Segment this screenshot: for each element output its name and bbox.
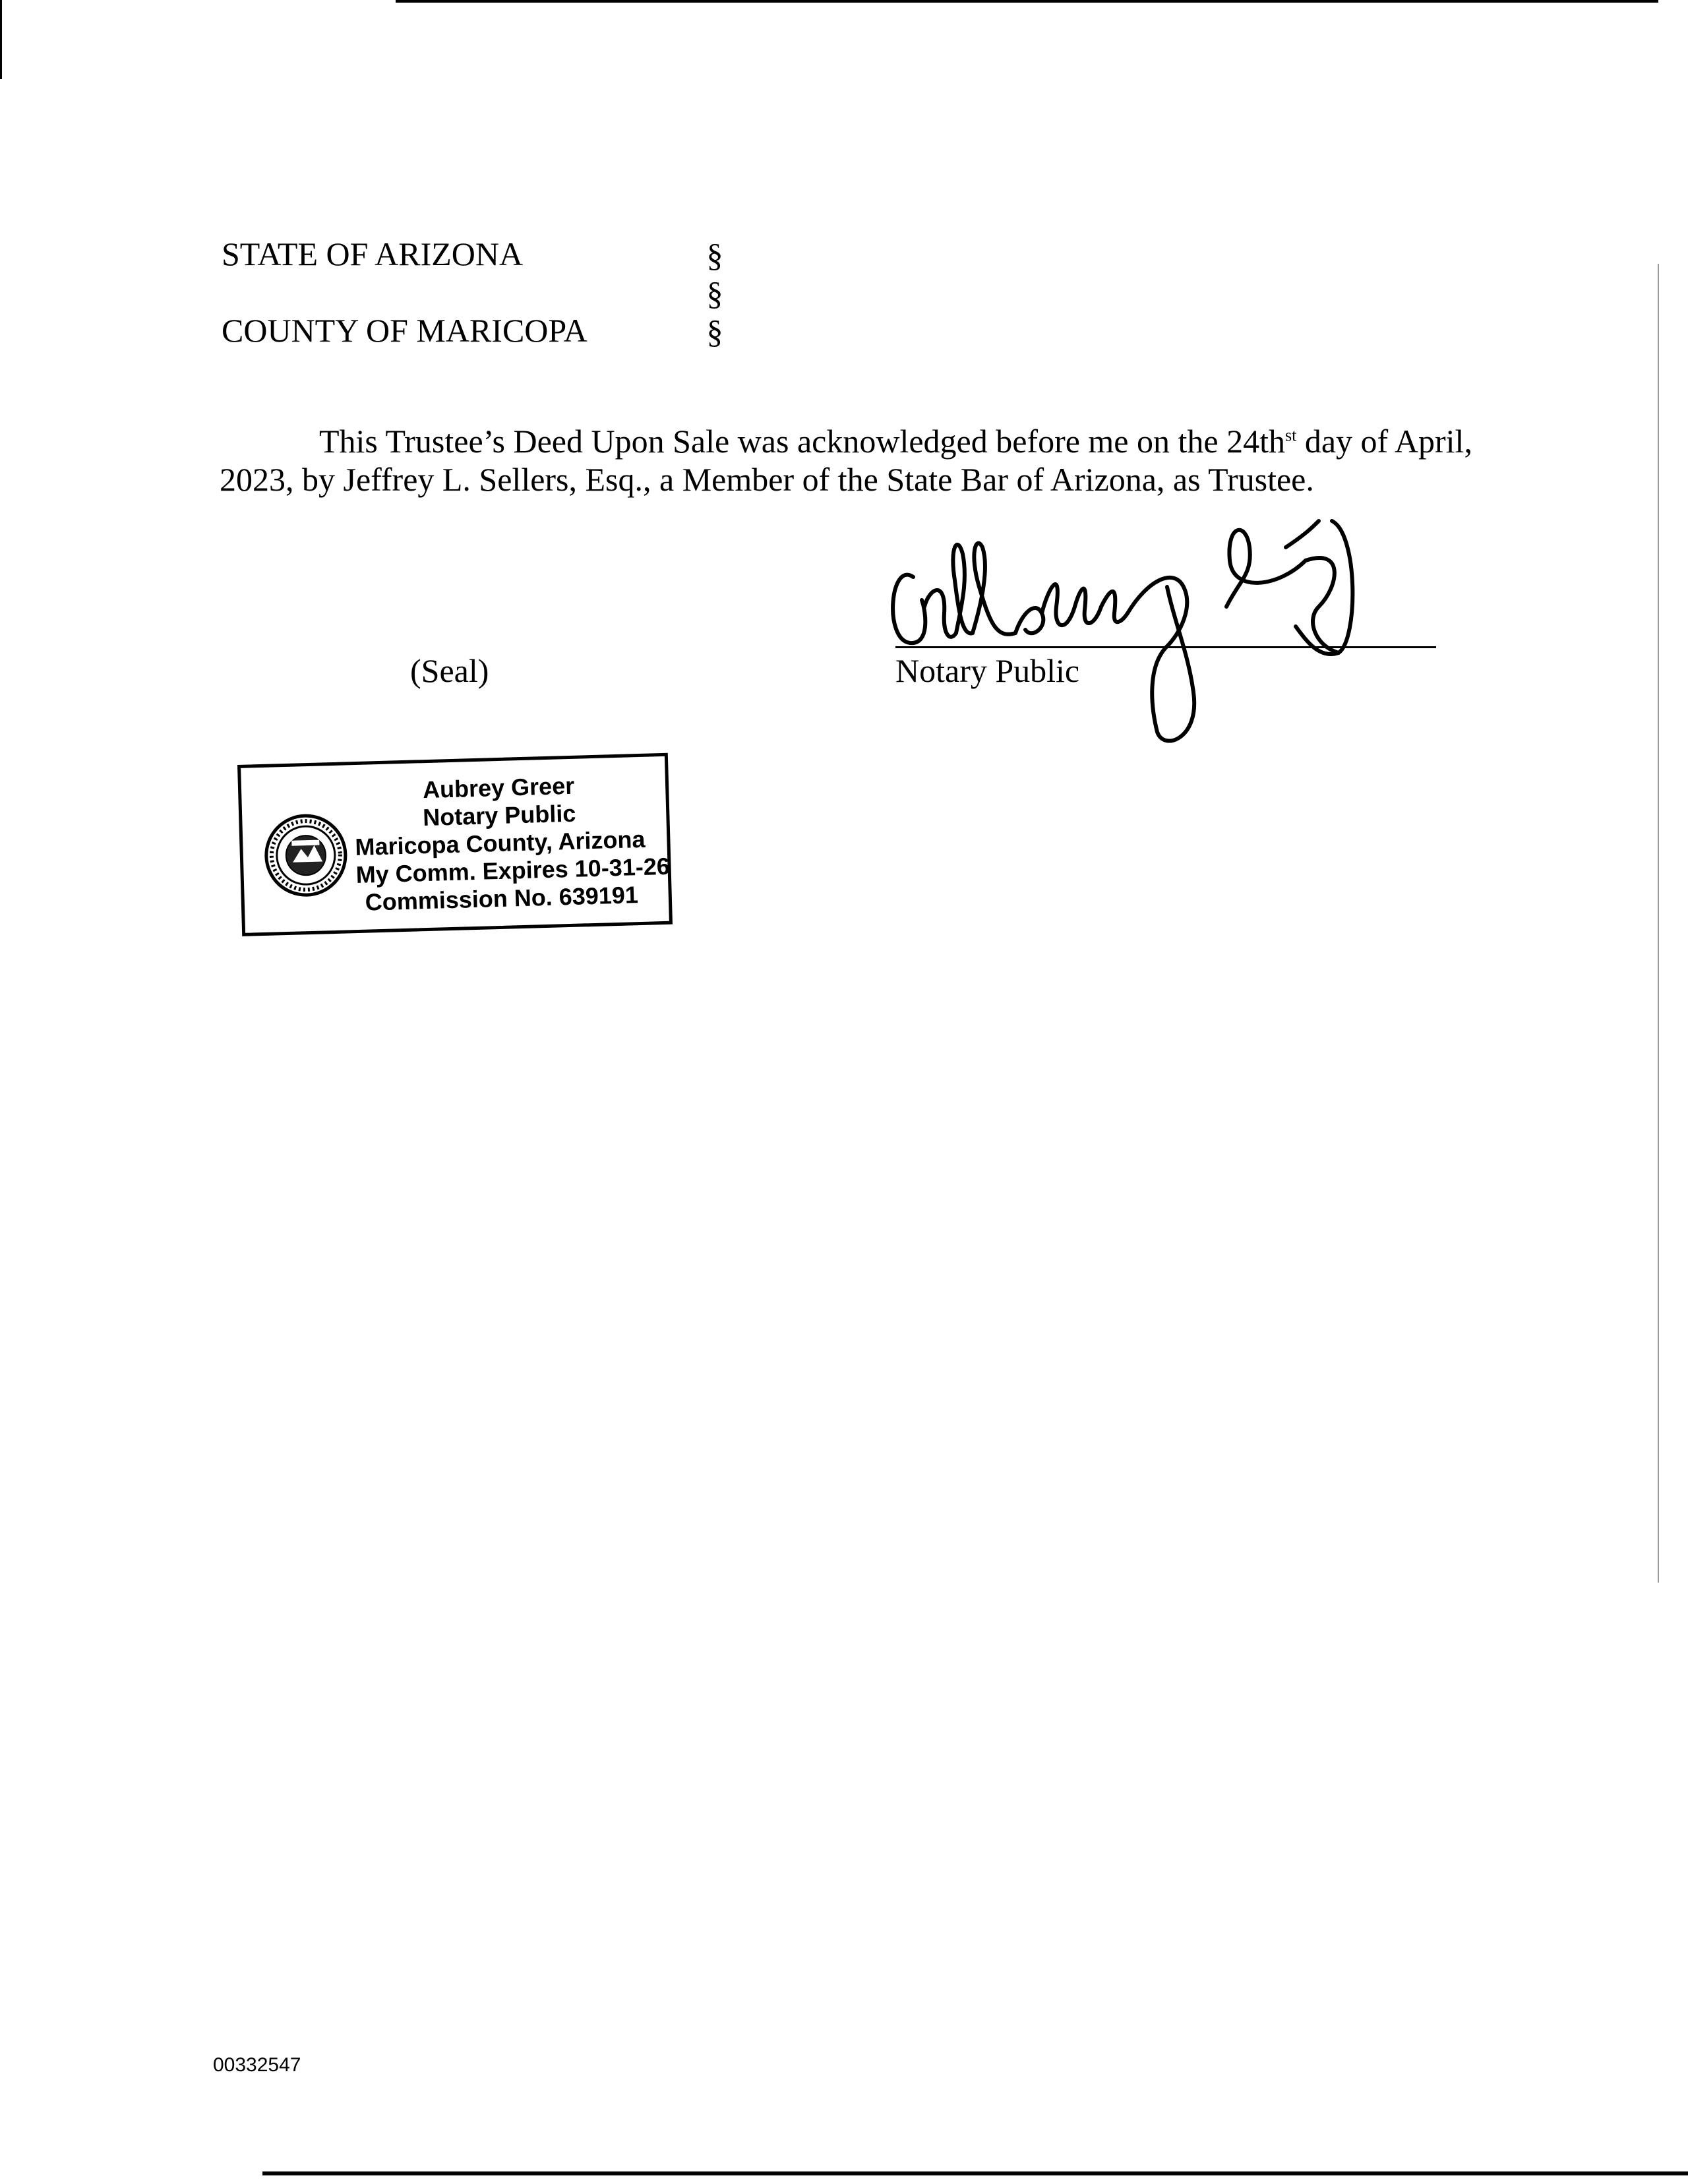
venue-state: STATE OF ARIZONA xyxy=(222,235,524,272)
scan-edge-bottom xyxy=(262,2171,1688,2175)
scan-edge-left xyxy=(0,0,2,79)
acknowledgment-line-1 xyxy=(319,422,1472,460)
stamp-name: Aubrey Greer xyxy=(422,772,575,804)
stamp-border xyxy=(237,753,673,936)
section-mark: § xyxy=(706,313,723,350)
signature-line xyxy=(895,646,1436,648)
seal-label: (Seal) xyxy=(410,652,489,689)
stamp-county: Maricopa County, Arizona xyxy=(354,825,646,861)
ordinal-suffix: st xyxy=(1284,425,1297,445)
notary-stamp xyxy=(237,753,674,938)
scan-edge-top xyxy=(396,0,1658,3)
venue-county: COUNTY OF MARICOPA xyxy=(222,312,588,349)
acknowledgment-line-2: 2023, by Jeffrey L. Sellers, Esq., a Member of the State Bar of Arizona, as Trustee. xyxy=(220,461,1314,498)
scan-edge-right xyxy=(1658,264,1659,1583)
stamp-text xyxy=(353,770,671,917)
section-marks xyxy=(702,236,728,351)
acknowledgment-text-end: day of April, xyxy=(1296,423,1472,460)
section-mark: § xyxy=(706,237,723,274)
notary-signature xyxy=(884,508,1477,752)
acknowledgment-text: This Trustee’s Deed Upon Sale was acknowledged before me on the 24th xyxy=(319,423,1285,460)
stamp-title: Notary Public xyxy=(422,799,576,832)
state-seal-icon xyxy=(262,811,350,899)
stamp-expiration: My Comm. Expires 10-31-26 xyxy=(355,852,671,889)
stamp-commission: Commission No. 639191 xyxy=(365,881,639,916)
document-number: 00332547 xyxy=(213,2054,301,2076)
notary-public-label: Notary Public xyxy=(895,652,1080,689)
section-mark: § xyxy=(706,275,723,312)
